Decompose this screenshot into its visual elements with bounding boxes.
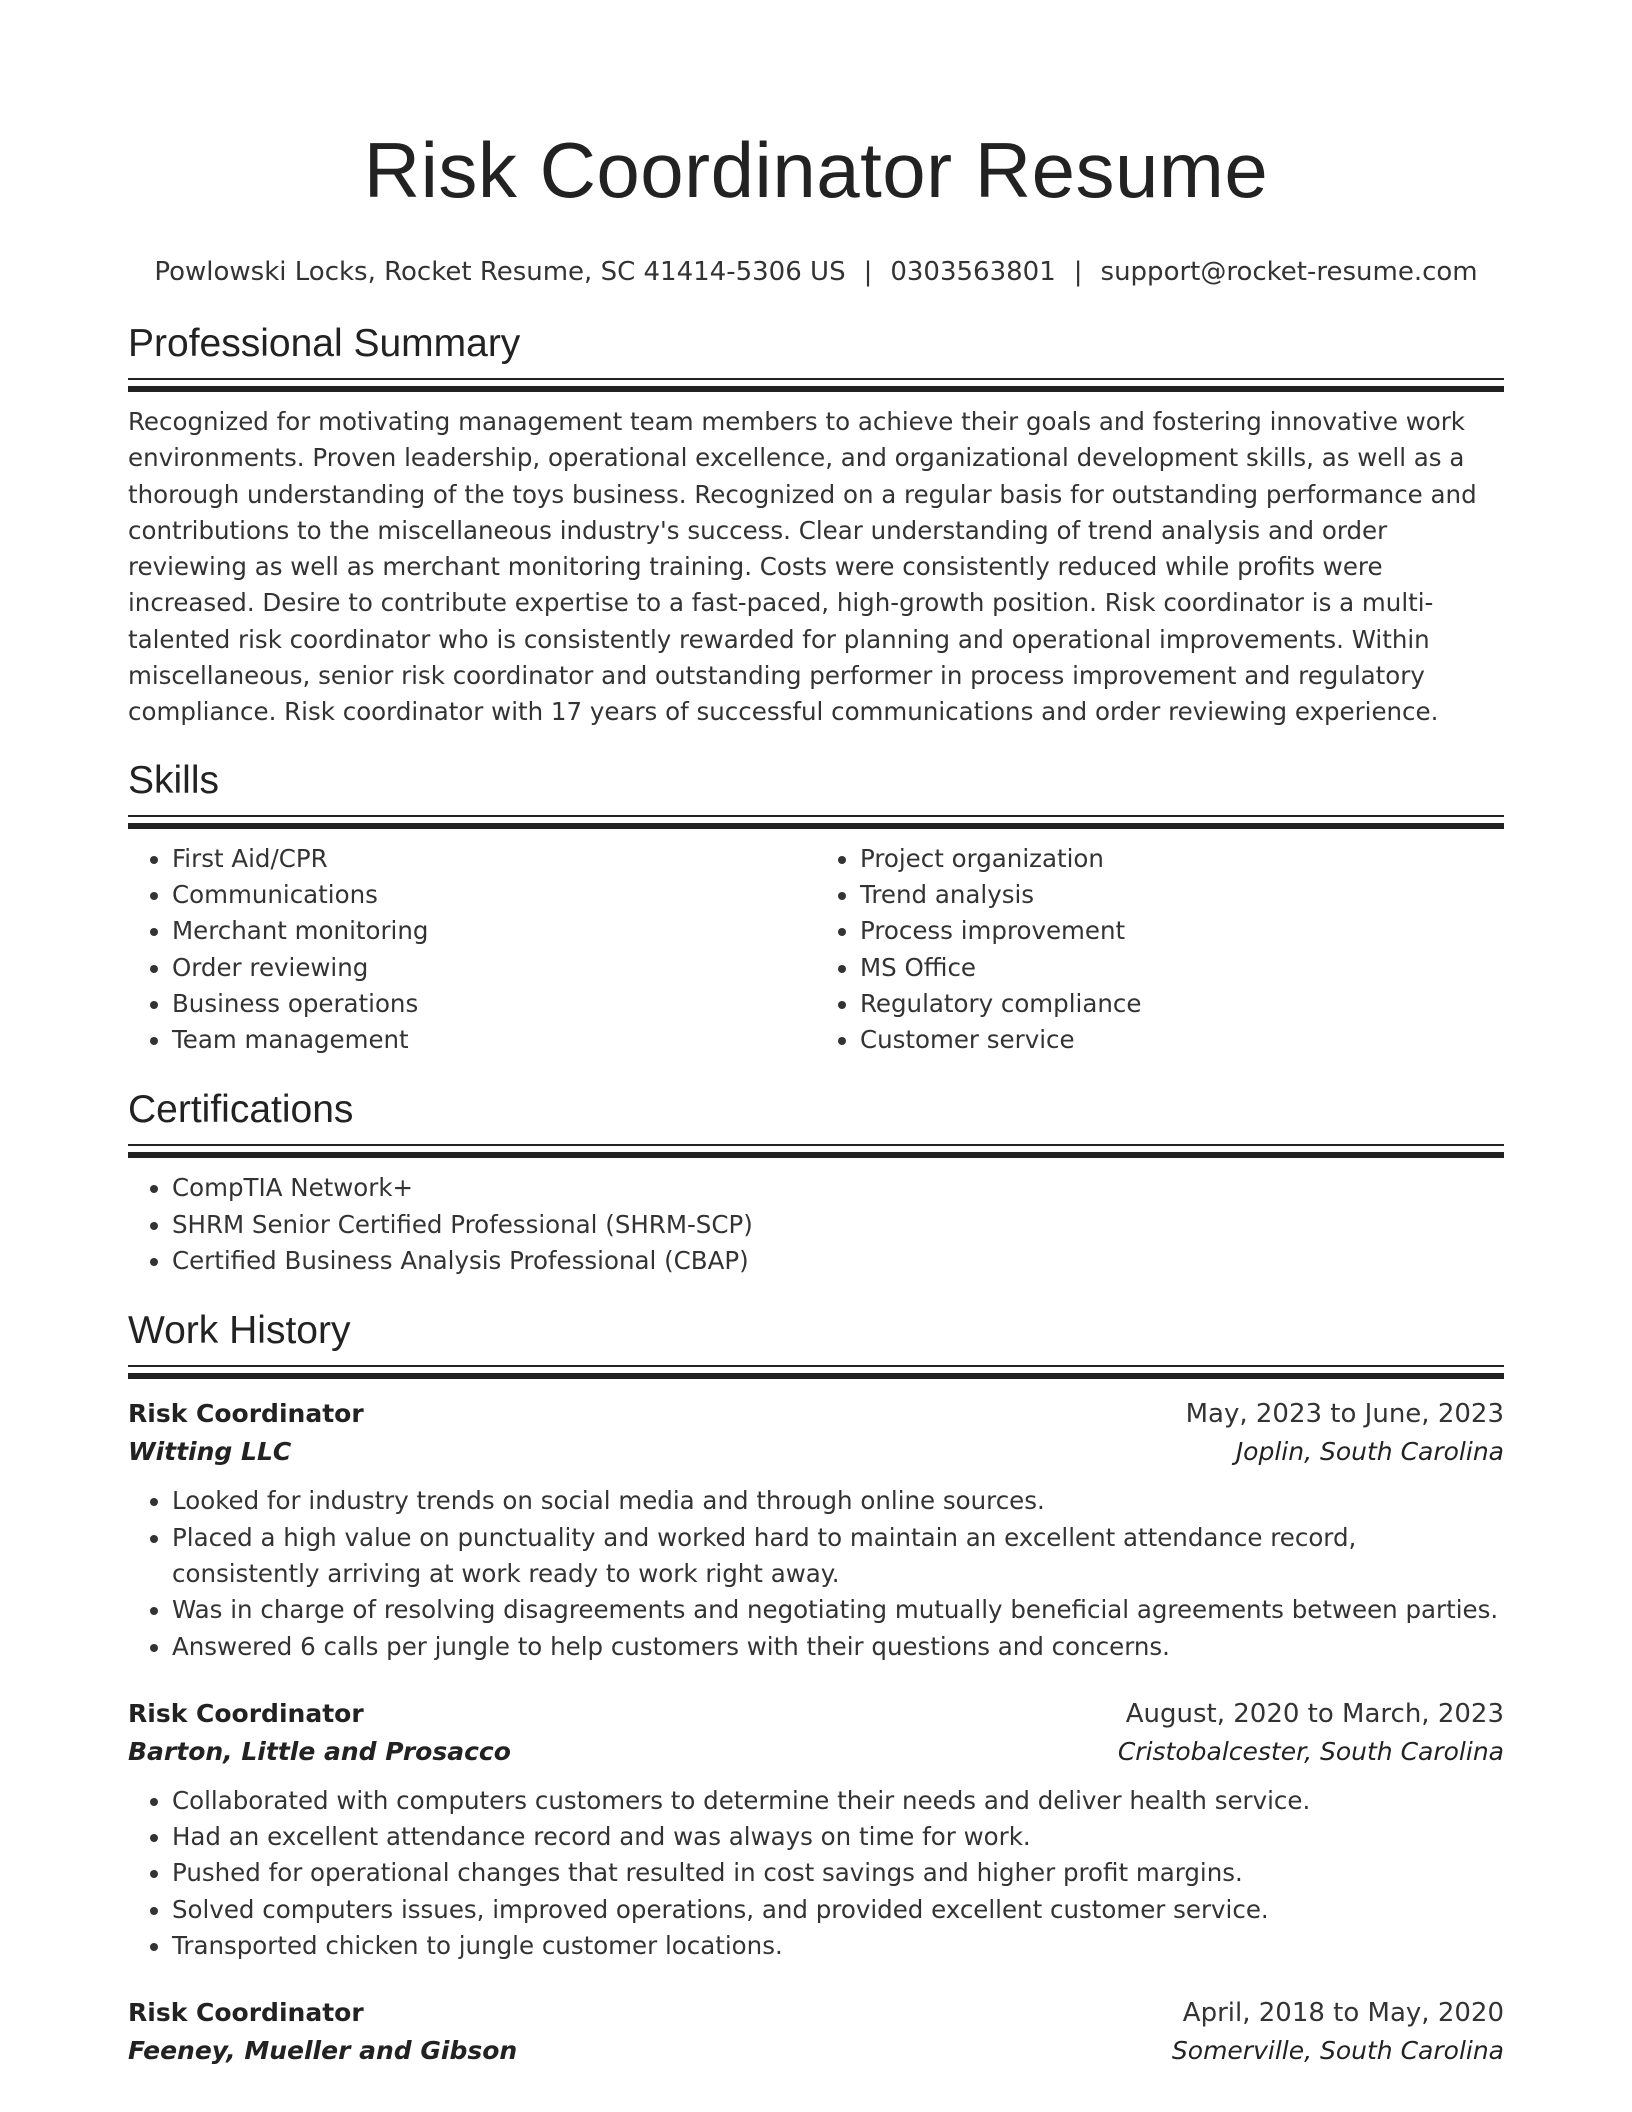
job-dates: May, 2023 to June, 2023 <box>1185 1399 1504 1430</box>
certification-item: • Certified Business Analysis Professional (CBAP) <box>172 1243 1504 1279</box>
job-bullets <box>128 1483 1504 1664</box>
certifications-section <box>128 1086 1504 1279</box>
certifications-list <box>128 1170 1504 1279</box>
work-history-heading: Work History <box>128 1309 351 1353</box>
job-bullet: • Answered 6 calls per jungle to help customers with their questions and concerns. <box>172 1629 1504 1665</box>
skills-section <box>128 757 1504 1059</box>
job-title: Risk Coordinator <box>128 1998 364 2028</box>
job-company: Barton, Little and Prosacco <box>128 1736 511 1766</box>
resume-title: Risk Coordinator Resume <box>363 126 1269 214</box>
job-bullet: • Looked for industry trends on social media and through online sources. <box>172 1483 1504 1519</box>
job-bullet: • Placed a high value on punctuality and worked hard to maintain an excellent attendance record, consistently arriving at work ready to work right away. <box>172 1520 1504 1593</box>
certification-item: • SHRM Senior Certified Professional (SHRM-SCP) <box>172 1207 1504 1243</box>
job-entry <box>128 1395 1504 1664</box>
resume-page <box>128 0 1504 2070</box>
summary-section <box>128 320 1504 731</box>
certifications-heading: Certifications <box>128 1088 354 1132</box>
skill-item: • Project organization <box>860 841 1504 877</box>
contact-separator: | <box>863 257 873 287</box>
job-location: Somerville, South Carolina <box>1171 2036 1504 2066</box>
skill-item: • Communications <box>172 877 816 913</box>
job-title: Risk Coordinator <box>128 1399 364 1429</box>
certification-item: • CompTIA Network+ <box>172 1170 1504 1206</box>
summary-heading: Professional Summary <box>128 322 521 365</box>
summary-text: Recognized for motivating management team members to achieve their goals and fostering innovative work environments. Proven leadership, operational excellence, and organizational development skills, as well as a thorough understanding of the toys business. Recognized on a regular basis for outstanding performance and contributions to the miscellaneous industry's success. Clear understanding of trend analysis and order reviewing as well as merchant monitoring training. Costs were consistently reduced while profits were increased. Desire to contribute expertise to a fast-paced, high-growth position. Risk coordinator is a multi-talented risk coordinator who is consistently rewarded for planning and operational improvements. Within miscellaneous, senior risk coordinator and outstanding performer in process improvement and regulatory compliance. Risk coordinator with 17 years of successful communications and order reviewing experience. <box>128 407 1477 727</box>
contact-separator: | <box>1073 257 1083 287</box>
job-company: Witting LLC <box>128 1437 292 1467</box>
section-divider <box>128 815 1504 829</box>
job-bullet: • Collaborated with computers customers to determine their needs and deliver health service. <box>172 1783 1504 1819</box>
skills-list-left <box>128 841 816 1059</box>
skill-item: • Merchant monitoring <box>172 913 816 949</box>
skill-item: • Business operations <box>172 986 816 1022</box>
job-entry <box>128 1994 1504 2070</box>
job-bullet: • Had an excellent attendance record and was always on time for work. <box>172 1819 1504 1855</box>
job-location: Cristobalcester, South Carolina <box>1117 1736 1504 1766</box>
skills-list-right <box>816 841 1504 1059</box>
section-divider <box>128 378 1504 392</box>
skill-item: • Team management <box>172 1022 816 1058</box>
job-dates: August, 2020 to March, 2023 <box>1125 1698 1504 1729</box>
job-location: Joplin, South Carolina <box>1235 1437 1504 1467</box>
section-divider <box>128 1144 1504 1158</box>
job-bullet: • Transported chicken to jungle customer locations. <box>172 1928 1504 1964</box>
section-divider <box>128 1365 1504 1379</box>
skill-item: • Process improvement <box>860 913 1504 949</box>
skill-item: • First Aid/CPR <box>172 841 816 877</box>
job-entry <box>128 1695 1504 1964</box>
skill-item: • Customer service <box>860 1022 1504 1058</box>
job-bullet: • Was in charge of resolving disagreements and negotiating mutually beneficial agreements between parties. <box>172 1592 1504 1628</box>
skill-item: • Order reviewing <box>172 950 816 986</box>
job-bullet: • Solved computers issues, improved operations, and provided excellent customer service. <box>172 1892 1504 1928</box>
contact-address: Powlowski Locks, Rocket Resume, SC 41414-5306 US <box>154 257 846 287</box>
contact-line <box>128 256 1504 288</box>
skill-item: • MS Office <box>860 950 1504 986</box>
job-bullet: • Pushed for operational changes that resulted in cost savings and higher profit margins. <box>172 1855 1504 1891</box>
work-history-section <box>128 1307 1504 2070</box>
skills-columns <box>128 841 1504 1059</box>
contact-email[interactable]: support@rocket-resume.com <box>1100 257 1478 287</box>
contact-phone: 0303563801 <box>890 257 1056 287</box>
skill-item: • Trend analysis <box>860 877 1504 913</box>
job-title: Risk Coordinator <box>128 1698 364 1728</box>
job-bullets <box>128 1783 1504 1964</box>
job-company: Feeney, Mueller and Gibson <box>128 2036 518 2066</box>
skills-heading: Skills <box>128 758 220 802</box>
skill-item: • Regulatory compliance <box>860 986 1504 1022</box>
job-dates: April, 2018 to May, 2020 <box>1182 1998 1504 2029</box>
